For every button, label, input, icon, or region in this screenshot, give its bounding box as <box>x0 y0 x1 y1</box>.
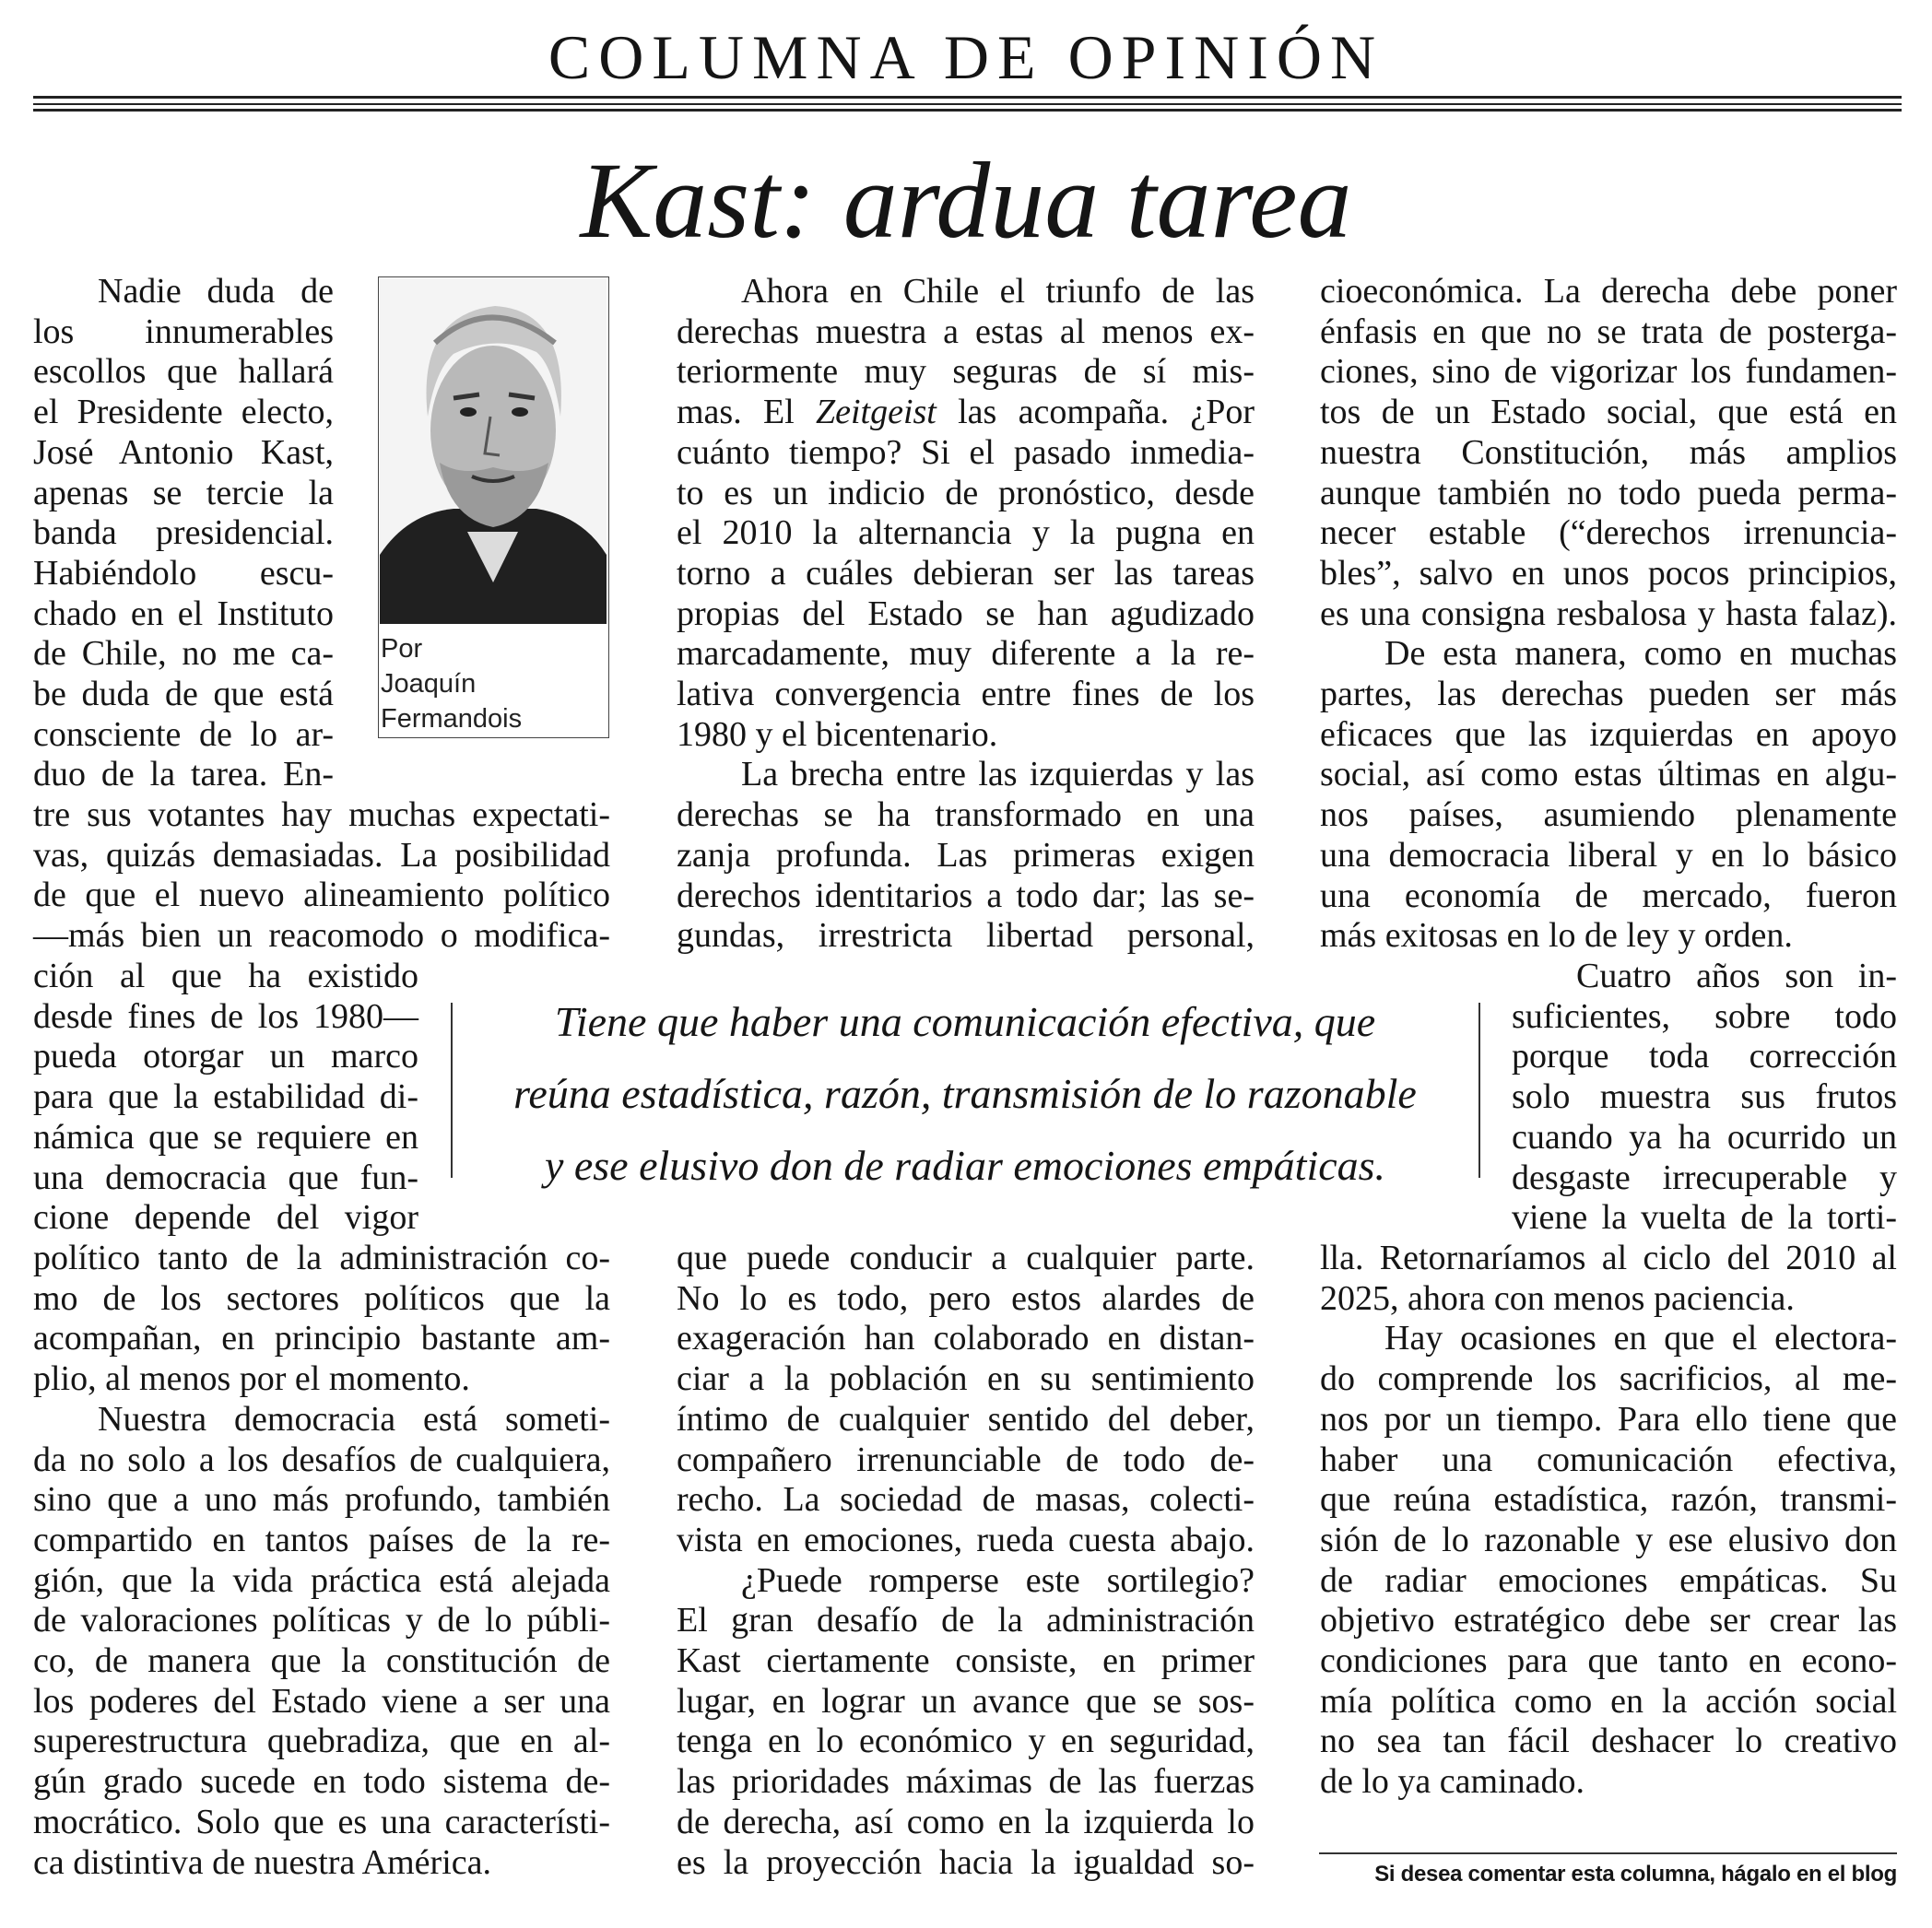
author-byline <box>381 631 522 736</box>
text-line: No lo es todo, pero estos alardes de <box>677 1278 1255 1318</box>
text-line: be duda de que está <box>33 675 334 714</box>
text-line: sino que a uno más profundo, también <box>33 1480 610 1520</box>
text-line: que reúna estadística, razón, transmi- <box>1320 1480 1897 1520</box>
column-3-bottom <box>1320 1239 1897 1803</box>
text-line: es la proyección hacia la igualdad so- <box>677 1842 1255 1882</box>
text-line: los poderes del Estado viene a ser una <box>33 1681 610 1721</box>
text-line: objetivo estratégico debe ser crear las <box>1320 1601 1897 1640</box>
text-line: 2025, ahora con menos paciencia. <box>1320 1278 1795 1318</box>
text-line: una economía de mercado, fueron <box>1320 876 1897 915</box>
text-line <box>677 393 1255 433</box>
text-line: énfasis en que no se trata de postergа- <box>1320 312 1897 351</box>
text-line: Cuatro años son in- <box>1576 957 1897 995</box>
text-line: co, de manera que la constitución de <box>33 1641 610 1681</box>
column-3-short <box>1512 957 1897 1239</box>
text-line: una democracia liberal y en lo básico <box>1320 835 1897 875</box>
text-line: ¿Puede romperse este sortilegio? <box>741 1560 1255 1600</box>
text-line: torno a cuáles debieran ser las tareas <box>677 553 1255 593</box>
text-line: más exitosas en lo de ley y orden. <box>1320 916 1793 956</box>
text-line: acompañan, en principio bastante am- <box>33 1319 610 1358</box>
text-line: gión, que la vida práctica está alejada <box>33 1560 610 1600</box>
text-run: las acompaña. ¿Por <box>936 393 1255 432</box>
text-line: da no solo a los desafíos de cualquiera, <box>33 1440 610 1479</box>
text-line: to es un indicio de pronóstico, desde <box>677 473 1255 512</box>
text-line: de que el nuevo alineamiento político <box>33 876 610 915</box>
text-line: suficientes, sobre todo <box>1512 996 1897 1036</box>
text-line: de valoraciones políticas y de lo públi- <box>33 1601 610 1640</box>
text-line: mía política como en la acción social <box>1320 1681 1897 1721</box>
text-line: lativa convergencia entre fines de los <box>677 675 1255 714</box>
text-line: derechas muestra a estas al menos ex- <box>677 312 1255 351</box>
text-line: partes, las derechas pueden ser más <box>1320 675 1897 714</box>
author-photo <box>380 278 607 624</box>
text-line: es una consigna resbalosa y hasta falaz). <box>1320 594 1897 633</box>
text-line: haber una comunicación efectiva, <box>1320 1440 1897 1479</box>
text-line: zanja profunda. Las primeras exigen <box>677 835 1255 875</box>
header-rule-top <box>33 96 1902 99</box>
text-line: de derecha, así como en la izquierda lo <box>677 1802 1255 1841</box>
pull-quote-line: Tiene que haber una comunicación efectiva, que <box>554 998 1376 1045</box>
text-run: Zeitgeist <box>815 393 937 432</box>
text-line: desde fines de los 1980— <box>33 996 418 1036</box>
author-photo-box <box>378 276 609 738</box>
text-line: derechas se ha transformado en una <box>677 795 1255 835</box>
text-line: desgaste irrecuperable y <box>1512 1158 1897 1197</box>
text-line: una democracia que fun- <box>33 1158 418 1197</box>
text-line: Habiéndolo escu- <box>33 553 334 593</box>
text-line: necer estable (“derechos irrenuncia- <box>1320 513 1897 553</box>
text-line: para que la estabilidad di- <box>33 1077 418 1117</box>
text-line: de Chile, no me ca- <box>33 634 334 674</box>
byline-first-name: Joaquín <box>381 669 477 699</box>
text-line: do comprende los sacrificios, al me- <box>1320 1359 1897 1399</box>
column-2-bottom <box>677 1239 1255 1883</box>
byline-last-name: Fermandois <box>381 704 523 734</box>
text-line: duo de la tarea. En- <box>33 755 334 794</box>
footer-rule <box>1319 1852 1897 1854</box>
text-line: derechos identitarios a todo dar; las se- <box>677 876 1255 915</box>
text-line: ciar a la población en su sentimiento <box>677 1359 1255 1399</box>
header-rule-bottom <box>33 109 1902 112</box>
text-line: íntimo de cualquier sentido del deber, <box>677 1399 1255 1439</box>
text-line: ca distintiva de nuestra América. <box>33 1842 491 1882</box>
text-line: cuánto tiempo? Si el pasado inmedia- <box>677 432 1255 472</box>
text-line: bles”, salvo en unos pocos principios, <box>1320 553 1897 593</box>
text-line: banda presidencial. <box>33 513 334 553</box>
text-line: porque toda corrección <box>1512 1037 1897 1076</box>
text-run: mas. El <box>677 393 816 432</box>
text-line: chado en el Instituto <box>33 594 334 633</box>
text-line: lla. Retornaríamos al ciclo del 2010 al <box>1320 1239 1897 1277</box>
text-line: tenga en lo económico y en seguridad, <box>677 1722 1255 1761</box>
text-line: plio, al menos por el momento. <box>33 1359 470 1399</box>
text-line: mocrático. Solo que es una característi- <box>33 1802 610 1841</box>
text-line: marcadamente, muy diferente a la re- <box>677 634 1255 674</box>
text-line: ciones, sino de vigorizar los fundamen- <box>1320 352 1897 392</box>
text-line: de radiar emociones empáticas. Su <box>1320 1560 1897 1600</box>
text-line: námica que se requiere en <box>33 1117 418 1157</box>
text-line: no sea tan fácil deshacer lo creativo <box>1320 1722 1897 1761</box>
text-line: el Presidente electo, <box>33 393 334 432</box>
text-line: viene la vuelta de la torti- <box>1512 1198 1897 1238</box>
text-line: —más bien un reacomodo o modifica- <box>33 916 610 956</box>
text-line: consciente de lo ar- <box>33 714 334 754</box>
text-line: De esta manera, como en muchas <box>1384 634 1897 674</box>
text-line: eficaces que las izquierdas en apoyo <box>1320 714 1897 754</box>
text-line: tre sus votantes hay muchas expectati- <box>33 795 610 834</box>
text-line: gundas, irrestricta libertad personal, <box>677 916 1255 956</box>
text-line: 1980 y el bicentenario. <box>677 714 998 754</box>
text-line: teriormente muy seguras de sí mis- <box>677 352 1255 392</box>
text-line: ción al que ha existido <box>33 957 418 995</box>
blog-comment-note: Si desea comentar esta columna, hágalo en el blog <box>1374 1862 1897 1887</box>
column-1-narrow <box>33 272 334 795</box>
text-line: José Antonio Kast, <box>33 432 334 472</box>
text-line: las prioridades máximas de las fuerzas <box>677 1762 1255 1802</box>
text-line: cuando ya ha ocurrido un <box>1512 1117 1897 1157</box>
text-line: pueda otorgar un marco <box>33 1037 418 1076</box>
text-line: cioeconómica. La derecha debe poner <box>1320 272 1897 311</box>
text-line: La brecha entre las izquierdas y las <box>741 755 1255 794</box>
text-line: nuestra Constitución, más amplios <box>1320 432 1897 472</box>
text-line: compañero irrenunciable de todo de- <box>677 1440 1255 1479</box>
text-line: cione depende del vigor <box>33 1198 418 1238</box>
column-1-wide <box>33 795 610 957</box>
text-line: solo muestra sus frutos <box>1512 1077 1897 1117</box>
text-line: compartido en tantos países de la re- <box>33 1520 610 1559</box>
text-line: social, así como estas últimas en algu- <box>1320 755 1897 794</box>
text-line: vas, quizás demasiadas. La posibilidad <box>33 835 610 875</box>
text-line: Hay ocasiones en que el electora- <box>1384 1319 1897 1358</box>
column-2-top <box>677 272 1255 957</box>
text-line: mo de los sectores políticos que la <box>33 1278 610 1318</box>
text-line: que puede conducir a cualquier parte. <box>677 1239 1255 1277</box>
text-line: escollos que hallará <box>33 352 334 392</box>
author-portrait-image <box>380 278 607 624</box>
text-line: propias del Estado se han agudizado <box>677 594 1255 633</box>
text-line: superestructura quebradiza, que en al- <box>33 1722 610 1761</box>
pull-quote-bar-right <box>1478 1003 1480 1178</box>
text-line: aunque también no todo pueda perma- <box>1320 473 1897 512</box>
text-line: Kast ciertamente consiste, en primer <box>677 1641 1255 1681</box>
text-line: los innumerables <box>33 312 334 351</box>
text-line: nos países, asumiendo plenamente <box>1320 795 1897 835</box>
header-rule-mid <box>33 103 1902 105</box>
pull-quote-line: y ese elusivo don de radiar emociones empáticas. <box>544 1142 1386 1189</box>
text-line: El gran desafío de la administración <box>677 1601 1255 1640</box>
text-line: condiciones para que tanto en econo- <box>1320 1641 1897 1681</box>
section-header: COLUMNA DE OPINIÓN <box>548 22 1384 92</box>
text-line: tos de un Estado social, que está en <box>1320 393 1897 432</box>
text-line: político tanto de la administración co- <box>33 1239 610 1277</box>
text-line: de lo ya caminado. <box>1320 1762 1585 1802</box>
text-line: nos por un tiempo. Para ello tiene que <box>1320 1399 1897 1439</box>
column-3-top <box>1320 272 1897 957</box>
text-line: sión de lo razonable y ese elusivo don <box>1320 1520 1897 1559</box>
pull-quote-line: reúna estadística, razón, transmisión de lo razonable <box>513 1070 1417 1117</box>
text-line: vista en emociones, rueda cuesta abajo. <box>677 1520 1255 1559</box>
text-line: recho. La sociedad de masas, colecti- <box>677 1480 1255 1520</box>
text-line: exageración han colaborado en distan- <box>677 1319 1255 1358</box>
pull-quote <box>452 986 1478 1202</box>
text-line: el 2010 la alternancia y la pugna en <box>677 513 1255 553</box>
text-line: Nuestra democracia está someti- <box>98 1399 610 1439</box>
byline-por: Por <box>381 634 423 664</box>
column-1-bottom <box>33 1239 610 1883</box>
text-line: lugar, en lograr un avance que se sos- <box>677 1681 1255 1721</box>
text-line: gún grado sucede en todo sistema de- <box>33 1762 610 1802</box>
text-line: Nadie duda de <box>98 272 334 311</box>
text-line: Ahora en Chile el triunfo de las <box>741 272 1255 311</box>
article-title: Kast: ardua tarea <box>580 140 1352 261</box>
column-1-short <box>33 957 418 1239</box>
text-line: apenas se tercie la <box>33 473 334 512</box>
